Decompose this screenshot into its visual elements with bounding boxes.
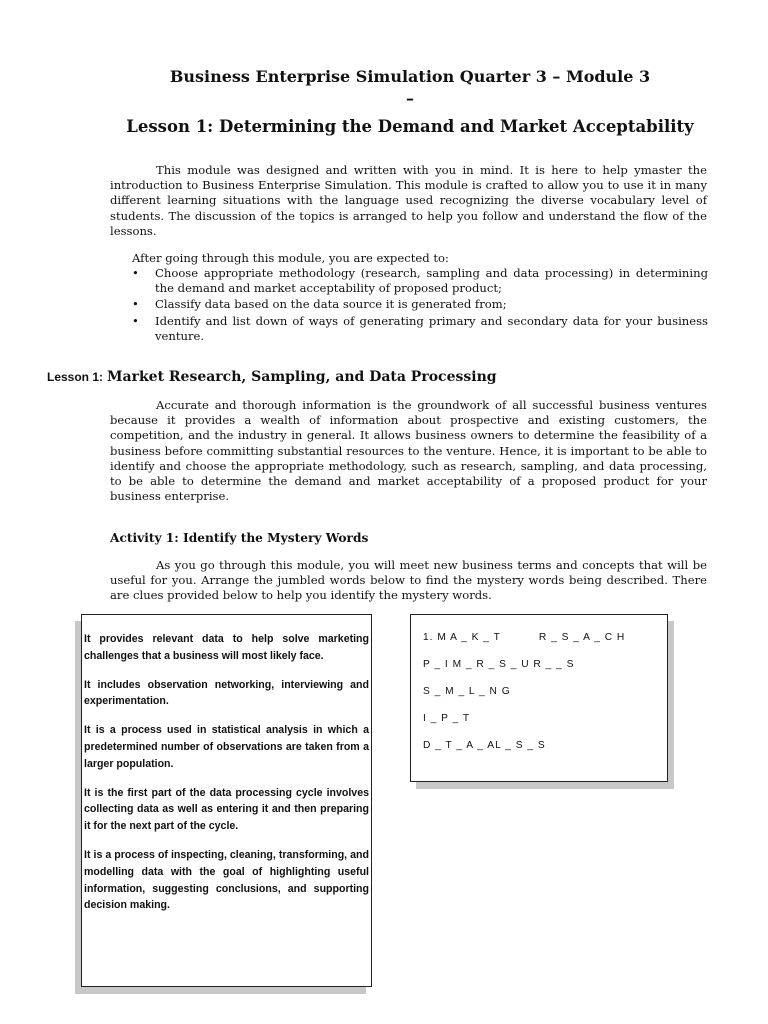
lesson1-heading — [47, 368, 497, 386]
jumbled-word: 1. M A _ K _ T R _ S _ A _ C H — [423, 632, 626, 643]
clue-item: It is the first part of the data processing cycle involves collecting data as well as entering it and then preparing it for the next part of the cycle. — [84, 786, 369, 833]
objectives-lead: After going through this module, you are expected to: — [132, 251, 449, 265]
bullet-icon: • — [132, 266, 139, 280]
objective-text: Choose appropriate methodology (research, sampling and data processing) in determining the demand and market acceptability of proposed product; — [155, 266, 708, 296]
objective-text: Classify data based on the data source it is generated from; — [155, 297, 507, 312]
clue-box — [81, 614, 372, 987]
lesson-title: Lesson 1: Determining the Demand and Market Acceptability — [126, 117, 694, 136]
objective-text: Identify and list down of ways of generating primary and secondary data for your business venture. — [155, 313, 708, 343]
module-title-dash: – — [406, 89, 414, 108]
intro-paragraph: This module was designed and written with you in mind. It is here to help ymaster the introduction to Business Enterprise Simulation. This module is crafted to allow you to use it in many different learning situations with the language used recognizing the diverse vocabulary level of students. The discussion of the topics is arranged to help you follow and understand the flow of the lessons. — [110, 163, 707, 238]
module-title-text: Business Enterprise Simulation Quarter 3 – Module 3 — [169, 67, 651, 86]
jumbled-words-box — [410, 614, 668, 782]
clue-item: It includes observation networking, interviewing and experimentation. — [84, 678, 369, 708]
activity1-paragraph: As you go through this module, you will meet new business terms and concepts that will be useful for you. Arrange the jumbled words below to find the mystery words being described. There are clues provided below to help you identify the mystery words. — [110, 558, 707, 603]
clue-item: It provides relevant data to help solve marketing challenges that a business will most likely face. — [84, 633, 369, 662]
activity1-heading: Activity 1: Identify the Mystery Words — [110, 531, 369, 545]
jumbled-word: D _ T _ A _ AL _ S _ S — [423, 740, 546, 751]
module-title — [100, 66, 720, 110]
objectives-list — [110, 266, 708, 345]
jumbled-word: S _ M _ L _ N G — [423, 686, 511, 697]
bullet-icon: • — [132, 313, 139, 328]
clue-item: It is a process of inspecting, cleaning, transforming, and modelling data with the goal of highlighting useful information, suggesting conclusions, and supporting decision making. — [84, 848, 369, 912]
jumbled-word: P _ I M _ R _ S _ U R _ _ S — [423, 659, 575, 670]
objective-item — [110, 266, 708, 296]
clue-item: It is a process used in statistical analysis in which a predetermined number of observations are taken from a larger population. — [84, 724, 369, 770]
lesson1-heading-text: Market Research, Sampling, and Data Processing — [107, 369, 497, 385]
lesson1-prefix: Lesson 1: — [47, 370, 104, 384]
objective-item — [110, 314, 708, 344]
bullet-icon: • — [132, 297, 139, 312]
objective-item — [110, 297, 708, 312]
lesson1-paragraph: Accurate and thorough information is the groundwork of all successful business ventures because it provides a wealth of information about prospective and existing customers, the competition, and the industry in general. It allows business owners to determine the feasibility of a business before committing substantial resources to the venture. Hence, it is important to be able to identify and choose the appropriate methodology, such as research, sampling, and data processing, to be able to determine the demand and market acceptability of a proposed product for your business enterprise. — [110, 398, 707, 504]
jumbled-word: I _ P _ T — [423, 713, 471, 724]
